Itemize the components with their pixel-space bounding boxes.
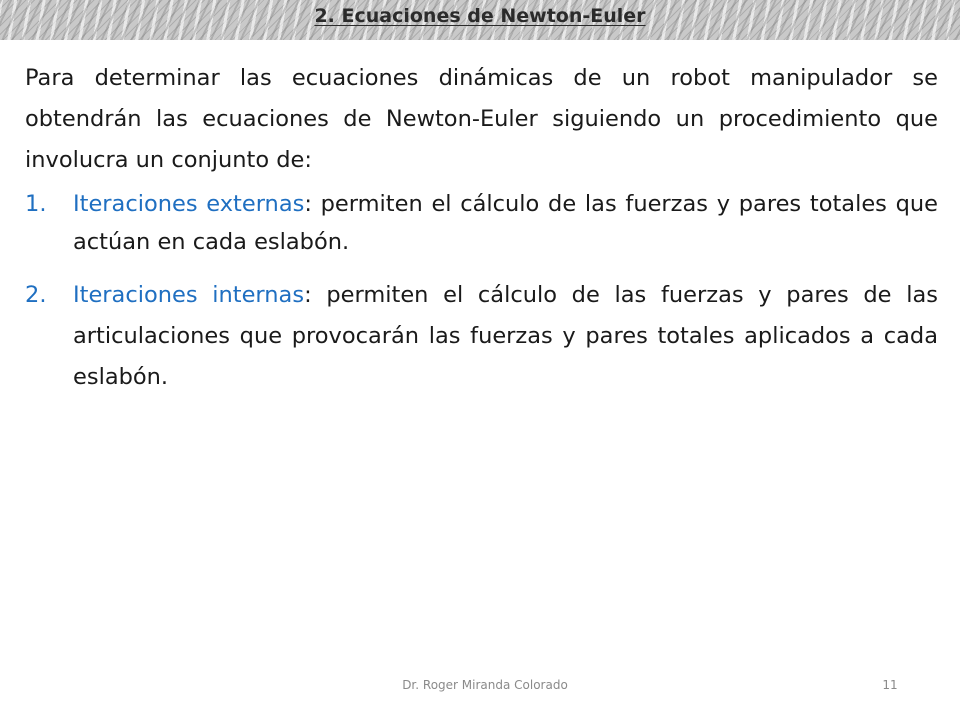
- list-item-text: : permiten el cálculo de las fuerzas y pares totales que actúan en cada eslabón.: [73, 191, 938, 255]
- list-item-external: [25, 185, 938, 261]
- list-item-term: Iteraciones externas: [73, 191, 305, 217]
- footer-author: Dr. Roger Miranda Colorado: [402, 678, 568, 692]
- list-item-term: Iteraciones internas: [73, 282, 305, 308]
- slide-title: 2. Ecuaciones de Newton-Euler: [314, 5, 646, 27]
- list-item-internal: [25, 275, 938, 398]
- list-item-text: : permiten el cálculo de las fuerzas y pares de las articulaciones que provocarán las fuerzas y pares totales aplicados a cada eslabón.: [73, 282, 938, 390]
- intro-paragraph: Para determinar las ecuaciones dinámicas de un robot manipulador se obtendrán las ecuaciones de Newton-Euler siguiendo un procedimiento que involucra un conjunto de:: [25, 65, 938, 173]
- list-item-number: 2.: [25, 282, 47, 308]
- page-number: 11: [882, 678, 898, 692]
- iterations-list: [25, 185, 938, 398]
- slide-content: [25, 58, 938, 398]
- title-banner: [0, 0, 960, 40]
- list-item-number: 1.: [25, 191, 47, 217]
